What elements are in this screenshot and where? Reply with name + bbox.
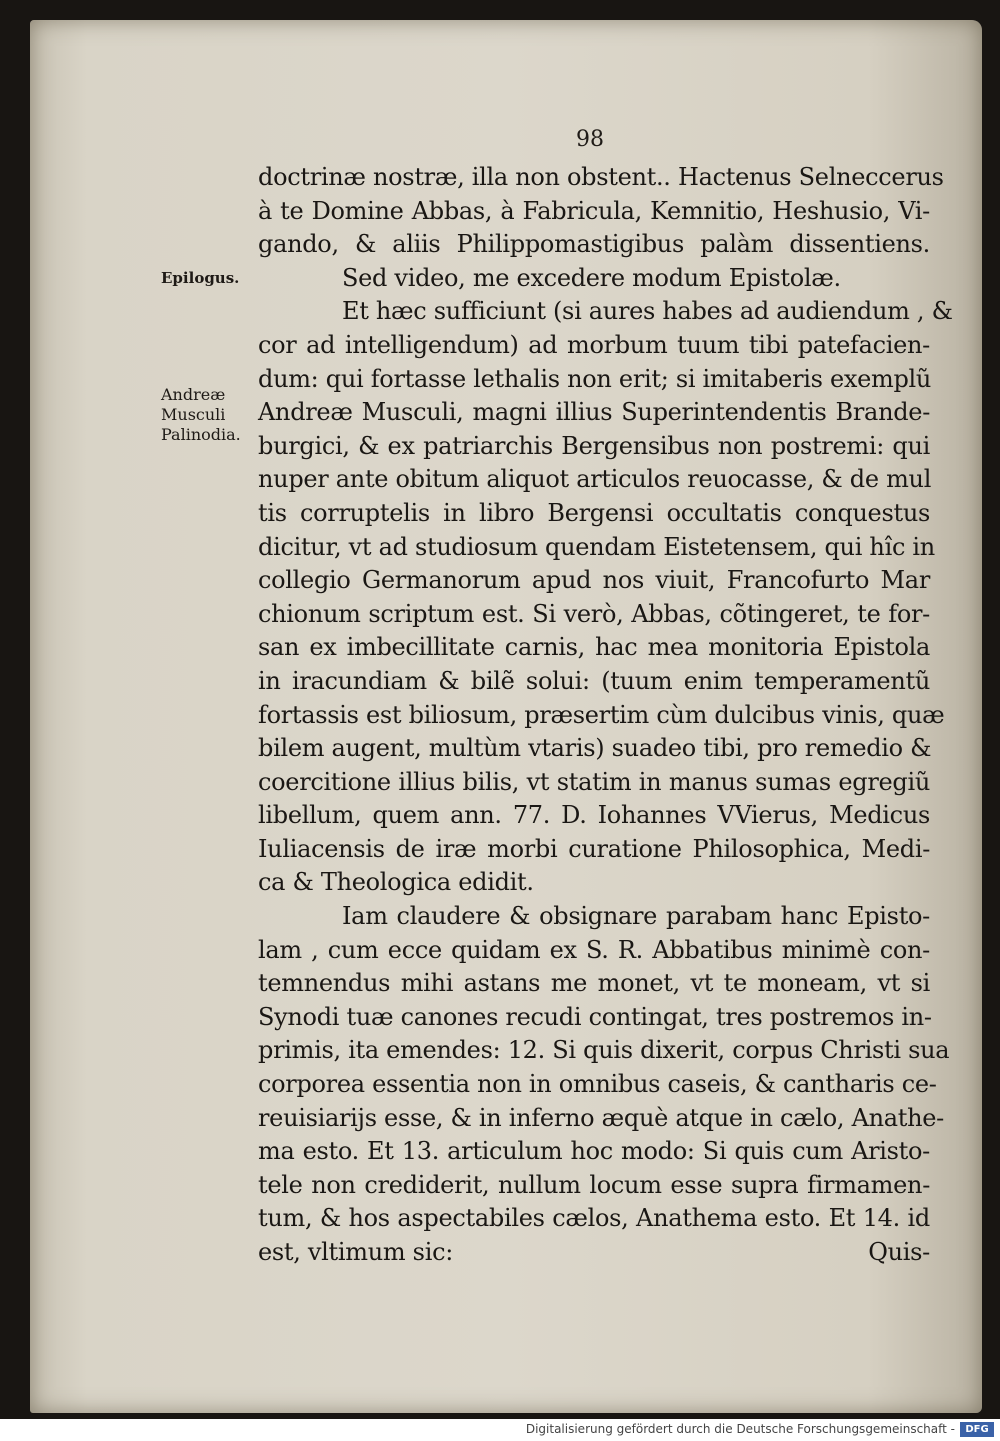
text-line: temnendus mihi astans me monet, vt te moneam, vt si	[258, 969, 930, 998]
text-line: doctrinæ nostræ, illa non obstent.. Hactenus Selneccerus	[258, 163, 944, 191]
text-line: tum, & hos aspectabiles cælos, Anathema esto. Et 14. id	[258, 1204, 930, 1233]
text-line: cor ad intelligendum) ad morbum tuum tibi patefacien-	[258, 330, 930, 359]
text-line: Et hæc sufficiunt (si aures habes ad audiendum , &	[342, 297, 953, 326]
text-line: tele non crediderit, nullum locum esse supra firmamen-	[258, 1170, 930, 1199]
text-line: corporea essentia non in omnibus caseis, & cantharis ce-	[258, 1070, 937, 1099]
text-line: nuper ante obitum aliquot articulos reuocasse, & de mul	[258, 465, 932, 494]
body-text	[258, 161, 953, 1270]
text-line: dum: qui fortasse lethalis non erit; si imitaberis exemplũ	[258, 364, 932, 393]
text-line: coercitione illius bilis, vt statim in manus sumas egregiũ	[258, 767, 930, 796]
text-line: ma esto. Et 13. articulum hoc modo: Si quis cum Aristo-	[258, 1137, 930, 1166]
margin-note-epilogus: Epilogus.	[161, 269, 240, 287]
text-line: Iuliacensis de iræ morbi curatione Philosophica, Medi-	[258, 834, 930, 863]
margin-note-line: Palinodia.	[161, 425, 241, 444]
margin-note-line: Musculi	[161, 405, 226, 424]
funding-credit: Digitalisierung gefördert durch die Deutsche Forschungsgemeinschaft -	[525, 1422, 955, 1436]
text-line: dicitur, vt ad studiosum quendam Eistetensem, qui hîc in	[258, 532, 935, 561]
text-line-last	[258, 1236, 930, 1270]
text-line: ca & Theologica edidit.	[258, 868, 534, 897]
text-line: san ex imbecillitate carnis, hac mea monitoria Epistola	[258, 633, 930, 662]
text-line: in iracundiam & bilẽ solui: (tuum enim temperamentũ	[258, 666, 930, 695]
text-line: burgici, & ex patriarchis Bergensibus non postremi: qui	[258, 431, 930, 460]
text-line: lam , cum ecce quidam ex S. R. Abbatibus minimè con-	[258, 935, 930, 964]
margin-note-musculi-palinodia	[161, 385, 241, 445]
text-line: Sed video, me excedere modum Epistolæ.	[342, 263, 841, 292]
text-line: fortassis est biliosum, præsertim cùm dulcibus vinis, quæ	[258, 700, 945, 729]
text-line: primis, ita emendes: 12. Si quis dixerit, corpus Christi sua	[258, 1036, 950, 1065]
text-line: à te Domine Abbas, à Fabricula, Kemnitio, Heshusio, Vi-	[258, 196, 930, 225]
text-line: reuisiarijs esse, & in inferno æquè atque in cælo, Anathe-	[258, 1103, 944, 1132]
dfg-logo: DFG	[960, 1422, 994, 1437]
text-line: tis corruptelis in libro Bergensi occultatis conquestus	[258, 498, 930, 527]
text-line: bilem augent, multùm vtaris) suadeo tibi, pro remedio &	[258, 734, 932, 763]
text-line: gando, & aliis Philippomastigibus palàm dissentiens.	[258, 230, 930, 259]
text-line: est, vltimum sic:	[258, 1238, 453, 1266]
text-line: collegio Germanorum apud nos viuit, Francofurto Mar	[258, 566, 930, 595]
page-number: 98	[576, 127, 604, 152]
text-line: libellum, quem ann. 77. D. Iohannes VVierus, Medicus	[258, 801, 930, 830]
catchword: Quis-	[868, 1238, 930, 1266]
text-line: Synodi tuæ canones recudi contingat, tres postremos in-	[258, 1002, 932, 1031]
text-line: Iam claudere & obsignare parabam hanc Episto-	[342, 902, 930, 931]
text-line: chionum scriptum est. Si verò, Abbas, cõtingeret, te for-	[258, 599, 930, 628]
footer-bar	[0, 1419, 1000, 1441]
text-line: Andreæ Musculi, magni illius Superintendentis Brande-	[258, 398, 930, 427]
margin-note-line: Andreæ	[161, 385, 226, 404]
